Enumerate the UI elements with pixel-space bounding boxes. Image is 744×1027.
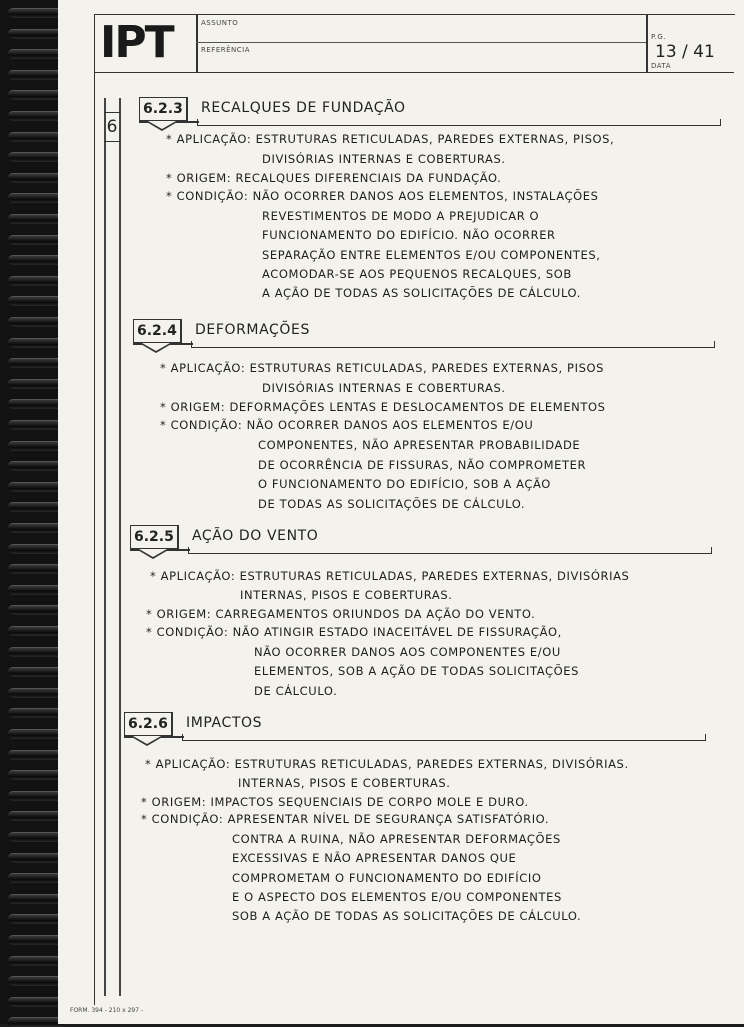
header-divider — [196, 14, 198, 72]
section-arrow-icon — [142, 343, 170, 351]
section-number: 6.2.3 — [139, 97, 188, 121]
section-number: 6.2.4 — [133, 319, 182, 343]
section-number: 6.2.5 — [130, 525, 179, 549]
text-line: * CONDIÇÃO: APRESENTAR NÍVEL DE SEGURANÇA SATISFATÓRIO. — [141, 812, 550, 826]
text-line: ACOMODAR-SE AOS PEQUENOS RECALQUES, SOB — [262, 267, 572, 281]
text-line: DE TODAS AS SOLICITAÇÕES DE CÁLCULO. — [258, 497, 526, 511]
text-line: INTERNAS, PISOS E COBERTURAS. — [238, 776, 451, 790]
text-line: CONTRA A RUINA, NÃO APRESENTAR DEFORMAÇÕES — [232, 832, 561, 846]
section-underline — [182, 734, 706, 741]
text-line: FUNCIONAMENTO DO EDIFÍCIO. NÃO OCORRER — [262, 228, 556, 242]
section-heading — [124, 712, 704, 738]
text-line: * ORIGEM: DEFORMAÇÕES LENTAS E DESLOCAMENTOS DE ELEMENTOS — [160, 400, 606, 414]
section-arrow-icon — [133, 736, 161, 744]
ipt-logo: IPT — [100, 17, 173, 68]
text-line: * CONDIÇÃO: NÃO ATINGIR ESTADO INACEITÁVEL DE FISSURAÇÃO, — [146, 625, 562, 639]
text-line: O FUNCIONAMENTO DO EDIFÍCIO, SOB A AÇÃO — [258, 477, 551, 491]
text-line: NÃO OCORRER DANOS AOS COMPONENTES E/OU — [254, 645, 561, 659]
text-line: DE OCORRÊNCIA DE FISSURAS, NÃO COMPROMETER — [258, 458, 587, 472]
section-arrow-icon — [139, 549, 167, 557]
text-line: * APLICAÇÃO: ESTRUTURAS RETICULADAS, PAREDES EXTERNAS, PISOS — [160, 361, 605, 375]
text-line: * APLICAÇÃO: ESTRUTURAS RETICULADAS, PAREDES EXTERNAS, DIVISÓRIAS — [150, 569, 630, 583]
section-title: DEFORMAÇÕES — [195, 322, 310, 338]
text-line: * ORIGEM: IMPACTOS SEQUENCIAIS DE CORPO MOLE E DURO. — [141, 795, 529, 809]
text-line: COMPONENTES, NÃO APRESENTAR PROBABILIDADE — [258, 438, 581, 452]
section-underline — [188, 547, 712, 554]
margin-line — [104, 98, 106, 996]
page-box-divider — [646, 14, 648, 72]
assunto-label: ASSUNTO — [201, 19, 239, 27]
section-heading — [139, 97, 719, 123]
text-line: SOB A AÇÃO DE TODAS AS SOLICITAÇÕES DE CÁLCULO. — [232, 909, 582, 923]
text-line: * CONDIÇÃO: NÃO OCORRER DANOS AOS ELEMENTOS, INSTALAÇÕES — [166, 189, 599, 203]
text-line: * ORIGEM: CARREGAMENTOS ORIUNDOS DA AÇÃO DO VENTO. — [146, 607, 536, 621]
text-line: DIVISÓRIAS INTERNAS E COBERTURAS. — [262, 152, 506, 166]
text-line: REVESTIMENTOS DE MODO A PREJUDICAR O — [262, 209, 540, 223]
section-title: RECALQUES DE FUNDAÇÃO — [201, 100, 406, 116]
text-line: * ORIGEM: RECALQUES DIFERENCIAIS DA FUNDAÇÃO. — [166, 171, 502, 185]
section-title: IMPACTOS — [186, 715, 263, 731]
form-footer: FORM. 394 - 210 x 297 - — [70, 1007, 144, 1014]
text-line: SEPARAÇÃO ENTRE ELEMENTOS E/OU COMPONENTES, — [262, 248, 601, 262]
text-line: DIVISÓRIAS INTERNAS E COBERTURAS. — [262, 381, 506, 395]
text-line: COMPROMETAM O FUNCIONAMENTO DO EDIFÍCIO — [232, 871, 542, 885]
text-line: INTERNAS, PISOS E COBERTURAS. — [240, 588, 453, 602]
text-line: A AÇÃO DE TODAS AS SOLICITAÇÕES DE CÁLCULO. — [262, 286, 581, 300]
data-label: DATA — [651, 62, 672, 70]
header-row-divider — [196, 42, 646, 43]
section-number: 6.2.6 — [124, 712, 173, 736]
section-underline — [197, 119, 721, 126]
chapter-number: 6 — [104, 112, 120, 142]
pg-label: P.G. — [651, 33, 667, 41]
section-underline — [191, 341, 715, 348]
margin-line — [119, 98, 121, 996]
page-number: 13 / 41 — [655, 42, 715, 62]
text-line: * APLICAÇÃO: ESTRUTURAS RETICULADAS, PAREDES EXTERNAS, DIVISÓRIAS. — [145, 757, 629, 771]
text-line: DE CÁLCULO. — [254, 684, 338, 698]
section-arrow-icon — [148, 121, 176, 129]
section-heading — [133, 319, 713, 345]
text-line: * CONDIÇÃO: NÃO OCORRER DANOS AOS ELEMENTOS E/OU — [160, 418, 534, 432]
text-line: EXCESSIVAS E NÃO APRESENTAR DANOS QUE — [232, 851, 517, 865]
text-line: E O ASPECTO DOS ELEMENTOS E/OU COMPONENTES — [232, 890, 562, 904]
section-title: AÇÃO DO VENTO — [192, 528, 319, 544]
text-line: * APLICAÇÃO: ESTRUTURAS RETICULADAS, PAREDES EXTERNAS, PISOS, — [166, 132, 615, 146]
section-heading — [130, 525, 710, 551]
referencia-label: REFERÊNCIA — [201, 46, 250, 54]
text-line: ELEMENTOS, SOB A AÇÃO DE TODAS SOLICITAÇÕES — [254, 664, 580, 678]
